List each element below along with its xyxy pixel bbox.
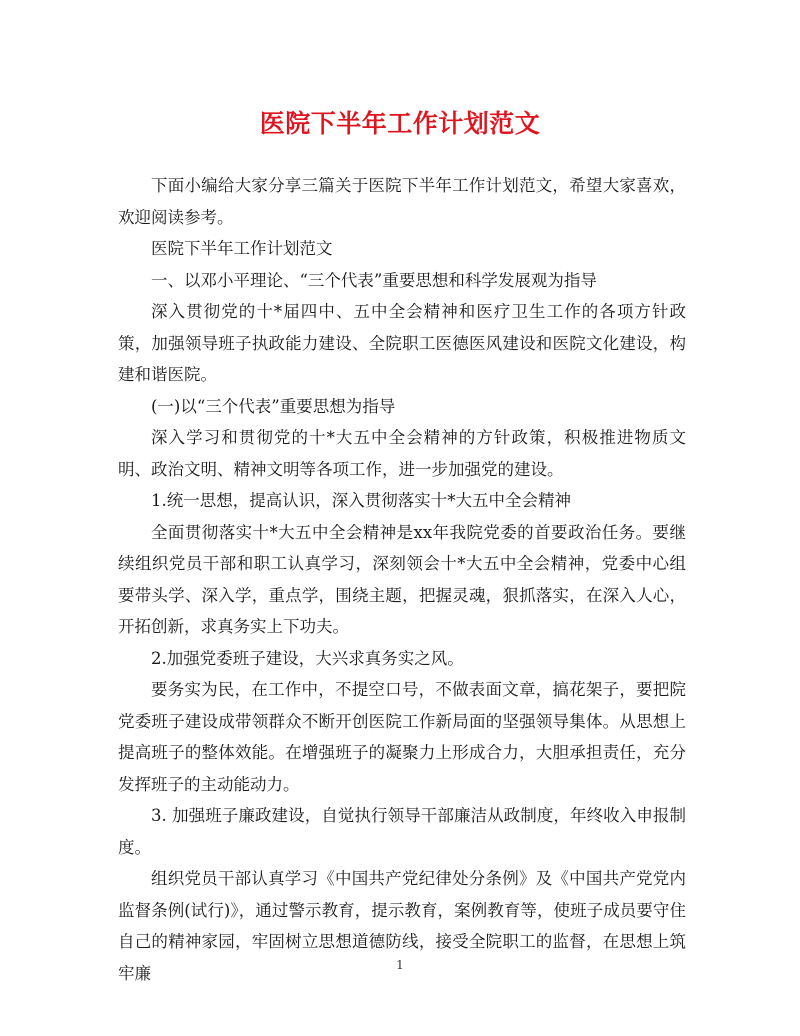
intro-paragraph: 下面小编给大家分享三篇关于医院下半年工作计划范文，希望大家喜欢，欢迎阅读参考。 — [118, 176, 686, 227]
body-paragraph: 全面贯彻落实十*大五中全会精神是xx年我院党委的首要政治任务。要继续组织党员干部和职工认真学习，深刻领会十*大五中全会精神，党委中心组要带头学、深入学，重点学，围绕主题，把握灵魂，狠抓落实，在深入人心，开拓创新，求真务实上下功夫。 — [118, 522, 686, 636]
subsection-heading: 1.统一思想，提高认识，深入贯彻落实十*大五中全会精神 — [151, 491, 571, 510]
body-paragraph: 深入学习和贯彻党的十*大五中全会精神的方针政策，积极推进物质文明、政治文明、精神文明等各项工作，进一步加强党的建设。 — [118, 428, 686, 479]
section-heading: 一、以邓小平理论、“三个代表”重要思想和科学发展观为指导 — [151, 270, 597, 290]
document-body — [118, 170, 686, 989]
section-heading: (一)以“三个代表”重要思想为指导 — [151, 396, 396, 416]
subsection-heading: 2.加强党委班子建设，大兴求真务实之风。 — [151, 648, 464, 668]
page-number: 1 — [396, 958, 404, 972]
subsection-heading: 3. 加强班子廉政建设，自觉执行领导干部廉洁从政制度，年终收入申报制度。 — [118, 806, 686, 857]
document-title: 医院下半年工作计划范文 — [259, 109, 541, 138]
body-paragraph: 要务实为民，在工作中，不提空口号，不做表面文章，搞花架子，要把院党委班子建设成带领群众不断开创医院工作新局面的坚强领导集体。从思想上提高班子的整体效能。在增强班子的凝聚力上形成合力，大胆承担责任，充分发挥班子的主动能动力。 — [118, 680, 686, 794]
body-paragraph: 组织党员干部认真学习《中国共产党纪律处分条例》及《中国共产党党内监督条例(试行)》，通过警示教育，提示教育，案例教育等，使班子成员要守住自己的精神家园，牢固树立思想道德防线，接受全院职工的监督，在思想上筑牢廉 — [118, 869, 686, 983]
body-paragraph: 深入贯彻党的十*届四中、五中全会精神和医疗卫生工作的各项方针政策，加强领导班子执政能力建设、全院职工医德医风建设和医院文化建设，构建和谐医院。 — [118, 302, 686, 384]
section-heading: 医院下半年工作计划范文 — [151, 239, 333, 258]
